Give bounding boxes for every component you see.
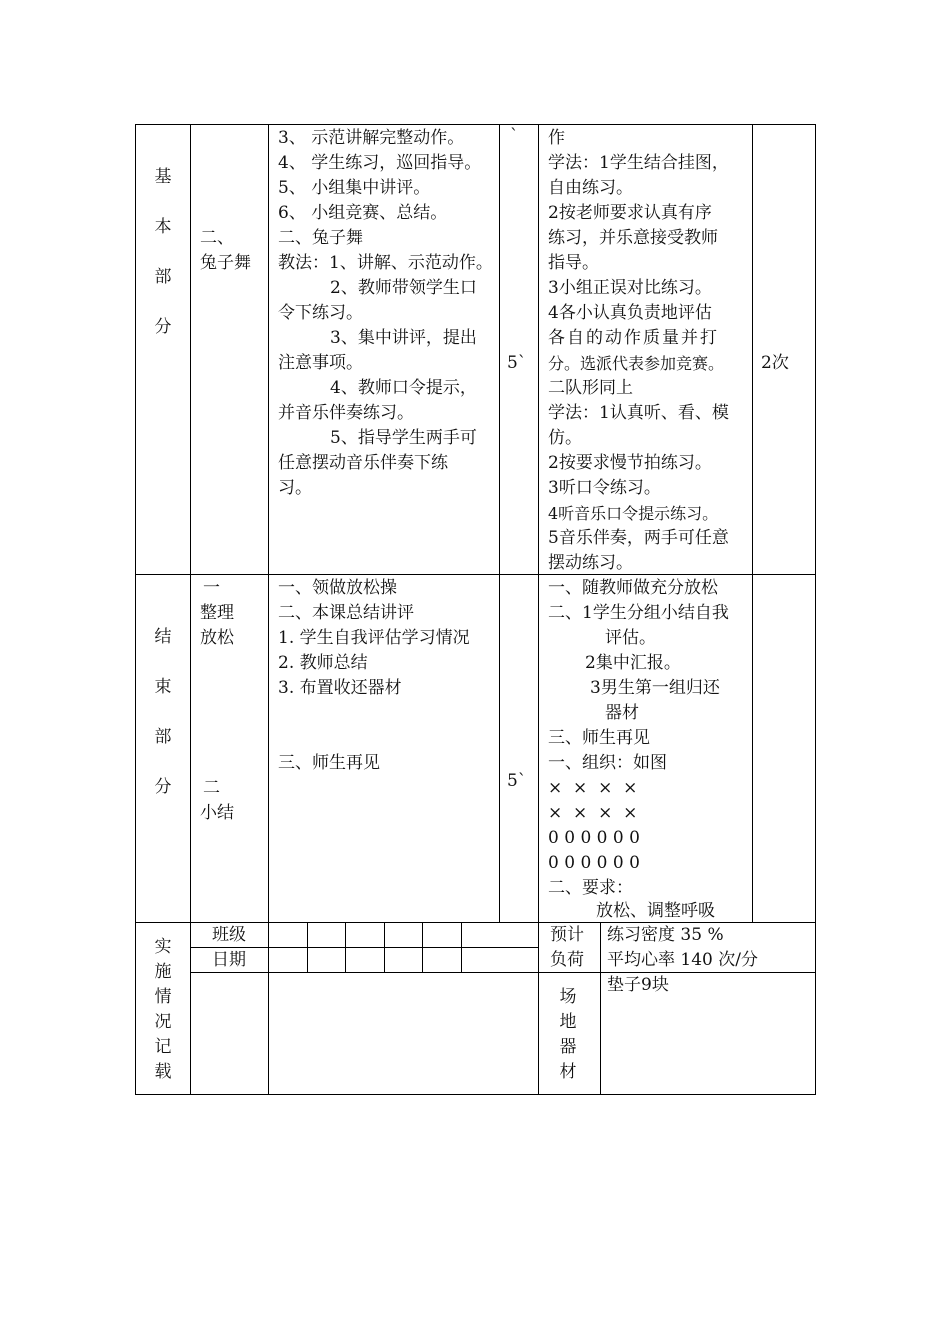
method-line: 放松、调整呼吸 <box>596 901 715 921</box>
content-label: 放松 <box>200 628 234 648</box>
step-line: 二、本课总结讲评 <box>278 603 414 623</box>
method-line: 三、师生再见 <box>548 728 650 748</box>
method-line: 分。选派代表参加竞赛。 <box>548 354 725 373</box>
equipment-label: 场 地 器 材 <box>559 987 577 1082</box>
practice-density: 练习密度 35 % <box>607 925 724 945</box>
step-line: 三、师生再见 <box>278 753 380 773</box>
method-line: 二、要求： <box>548 878 633 898</box>
grid-line <box>307 922 308 972</box>
method-line: 5音乐伴奏，两手可任意 <box>548 528 729 548</box>
section-label-ending: 结 束 部 分 <box>154 627 172 797</box>
grid-line <box>345 922 346 972</box>
col-divider-3 <box>499 124 500 922</box>
time-mark: ` <box>510 126 519 146</box>
method-line: 自由练习。 <box>548 178 633 198</box>
col-divider-4 <box>538 124 539 1095</box>
step-line: 二、兔子舞 <box>278 228 363 248</box>
content-label: 一 <box>203 578 220 598</box>
content-label: 二 <box>203 778 220 798</box>
load-label: 负荷 <box>550 950 584 970</box>
step-line: 3、 示范讲解完整动作。 <box>278 128 465 148</box>
col-divider-2 <box>268 124 269 1095</box>
step-line: 6、 小组竞赛、总结。 <box>278 203 448 223</box>
formation-row: × × × × <box>548 803 638 823</box>
section-label-record: 实 施 情 况 记 载 <box>154 937 172 1082</box>
grid-line <box>384 922 385 972</box>
step-line: 任意摆动音乐伴奏下练 <box>278 453 448 473</box>
method-line: 评估。 <box>605 628 656 648</box>
method-line: 3男生第一组归还 <box>590 678 720 698</box>
method-line: 3听口令练习。 <box>548 478 661 498</box>
step-line: 2、教师带领学生口 <box>330 278 477 298</box>
grid-line <box>461 922 462 972</box>
step-line: 3、集中讲评，提出 <box>330 328 477 348</box>
class-label: 班级 <box>212 925 246 945</box>
step-line: 1. 学生自我评估学习情况 <box>278 628 470 648</box>
table-border-bottom <box>135 1094 816 1095</box>
method-line: 指导。 <box>548 253 599 273</box>
content-label-title: 兔子舞 <box>200 253 251 273</box>
method-line: 一、随教师做充分放松 <box>548 578 718 598</box>
col-divider-1 <box>190 124 191 1095</box>
method-line: 练习，并乐意接受教师 <box>548 228 718 248</box>
method-line: 仿。 <box>548 428 582 448</box>
method-line: 作 <box>548 128 565 148</box>
method-line: 摆动练习。 <box>548 553 633 573</box>
method-line: 2按要求慢节拍练习。 <box>548 453 712 473</box>
method-line: 二队形同上 <box>548 378 633 398</box>
record-col-divider-load <box>600 922 601 1095</box>
date-label: 日期 <box>212 950 246 970</box>
method-line: 各自的动作质量并打 <box>548 328 719 348</box>
section-label-basic: 基 本 部 分 <box>154 167 172 337</box>
step-line: 并音乐伴奏练习。 <box>278 403 414 423</box>
step-line: 4、 学生练习，巡回指导。 <box>278 153 482 173</box>
average-heart-rate: 平均心率 140 次/分 <box>607 950 758 970</box>
table-border-right <box>815 124 816 1095</box>
content-label: 整理 <box>200 603 234 623</box>
time-value: 5` <box>507 771 527 791</box>
method-line: 器材 <box>605 703 639 723</box>
method-line: 4听音乐口令提示练习。 <box>548 504 719 523</box>
step-line: 注意事项。 <box>278 353 363 373</box>
method-line: 3小组正误对比练习。 <box>548 278 712 298</box>
method-line: 2按老师要求认真有序 <box>548 203 712 223</box>
table-border-top <box>135 124 816 125</box>
formation-row: 0 0 0 0 0 0 <box>548 828 640 848</box>
equipment-value: 垫子9块 <box>607 975 669 995</box>
method-line: 4各小认真负责地评估 <box>548 303 712 323</box>
step-line: 习。 <box>278 478 312 498</box>
formation-row: × × × × <box>548 778 638 798</box>
step-line: 2. 教师总结 <box>278 653 368 673</box>
step-line: 一、领做放松操 <box>278 578 397 598</box>
method-line: 学法：1学生结合挂图， <box>548 153 729 173</box>
row-divider-basic-ending <box>135 574 816 575</box>
load-label: 预计 <box>550 925 584 945</box>
formation-row: 0 0 0 0 0 0 <box>548 853 640 873</box>
method-line: 2集中汇报。 <box>585 653 681 673</box>
time-value: 5` <box>507 353 527 373</box>
content-label: 小结 <box>200 803 234 823</box>
step-line: 4、教师口令提示， <box>330 378 477 398</box>
step-line: 5、 小组集中讲评。 <box>278 178 431 198</box>
table-border-left <box>135 124 136 1095</box>
method-line: 二、1学生分组小结自我 <box>548 603 729 623</box>
method-line: 学法：1认真听、看、模 <box>548 403 729 423</box>
record-row-divider-2 <box>190 972 816 973</box>
step-line: 令下练习。 <box>278 303 363 323</box>
col-divider-5 <box>752 124 753 922</box>
method-line: 一、组织：如图 <box>548 753 667 773</box>
content-label-number: 二、 <box>200 228 234 248</box>
grid-line <box>422 922 423 972</box>
repeat-count: 2次 <box>761 353 789 373</box>
step-line: 5、指导学生两手可 <box>330 428 477 448</box>
step-line: 教法：1、讲解、示范动作。 <box>278 253 493 273</box>
step-line: 3. 布置收还器材 <box>278 678 402 698</box>
